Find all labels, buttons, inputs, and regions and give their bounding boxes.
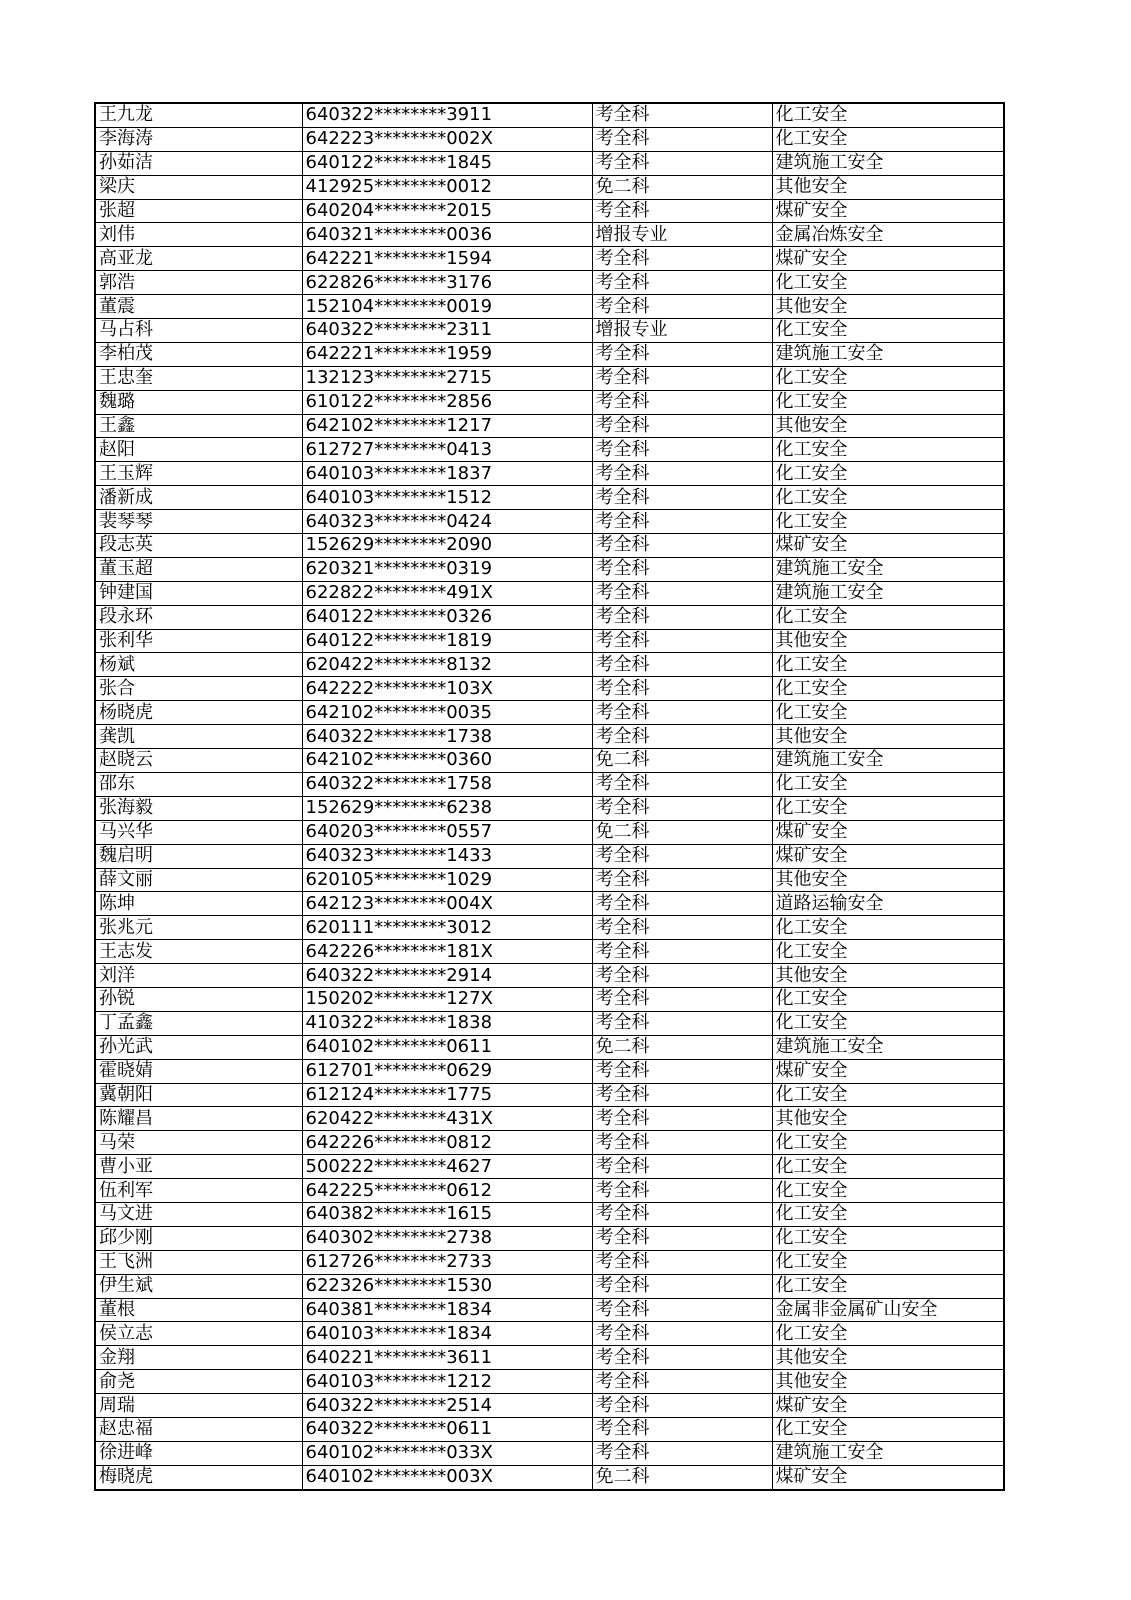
table-row [95, 1298, 1004, 1322]
exam-type-cell: 考全科 [592, 677, 772, 701]
safety-category-cell: 煤矿安全 [772, 1394, 1004, 1418]
id-number-cell: 642221********1959 [302, 342, 592, 366]
table-row [95, 486, 1004, 510]
candidate-name-cell: 刘洋 [95, 964, 302, 988]
exam-type-cell: 考全科 [592, 342, 772, 366]
table-row [95, 964, 1004, 988]
id-number-cell: 412925********0012 [302, 175, 592, 199]
candidate-name-cell: 钟建国 [95, 581, 302, 605]
table-row [95, 1131, 1004, 1155]
candidate-name-cell: 赵晓云 [95, 749, 302, 773]
table-row [95, 223, 1004, 247]
candidate-name-cell: 王九龙 [95, 103, 302, 127]
table-row [95, 1179, 1004, 1203]
exam-type-cell: 考全科 [592, 1346, 772, 1370]
candidate-name-cell: 曹小亚 [95, 1155, 302, 1179]
safety-category-cell: 建筑施工安全 [772, 581, 1004, 605]
safety-category-cell: 建筑施工安全 [772, 749, 1004, 773]
safety-category-cell: 化工安全 [772, 1250, 1004, 1274]
exam-type-cell: 考全科 [592, 1417, 772, 1441]
table-row [95, 1417, 1004, 1441]
candidate-name-cell: 张兆元 [95, 916, 302, 940]
candidate-name-cell: 孙光武 [95, 1035, 302, 1059]
id-number-cell: 642102********0360 [302, 749, 592, 773]
id-number-cell: 642223********002X [302, 127, 592, 151]
id-number-cell: 640322********1738 [302, 725, 592, 749]
candidate-name-cell: 赵忠福 [95, 1417, 302, 1441]
safety-category-cell: 其他安全 [772, 725, 1004, 749]
id-number-cell: 640322********0611 [302, 1417, 592, 1441]
candidate-name-cell: 邵东 [95, 772, 302, 796]
candidate-name-cell: 俞尧 [95, 1370, 302, 1394]
table-row [95, 772, 1004, 796]
id-number-cell: 152629********6238 [302, 796, 592, 820]
exam-type-cell: 考全科 [592, 1274, 772, 1298]
candidate-name-cell: 邱少刚 [95, 1226, 302, 1250]
table-row [95, 987, 1004, 1011]
id-number-cell: 640102********033X [302, 1441, 592, 1465]
candidate-name-cell: 丁孟鑫 [95, 1011, 302, 1035]
id-number-cell: 642123********004X [302, 892, 592, 916]
exam-type-cell: 考全科 [592, 271, 772, 295]
exam-type-cell: 免二科 [592, 175, 772, 199]
id-number-cell: 640323********1433 [302, 844, 592, 868]
safety-category-cell: 化工安全 [772, 127, 1004, 151]
exam-type-cell: 考全科 [592, 605, 772, 629]
candidate-name-cell: 伊生斌 [95, 1274, 302, 1298]
safety-category-cell: 化工安全 [772, 772, 1004, 796]
table-row [95, 271, 1004, 295]
exam-type-cell: 考全科 [592, 1298, 772, 1322]
exam-type-cell: 考全科 [592, 199, 772, 223]
safety-category-cell: 其他安全 [772, 964, 1004, 988]
table-row [95, 1202, 1004, 1226]
safety-category-cell: 其他安全 [772, 629, 1004, 653]
safety-category-cell: 其他安全 [772, 175, 1004, 199]
exam-type-cell: 考全科 [592, 151, 772, 175]
safety-category-cell: 建筑施工安全 [772, 1035, 1004, 1059]
candidate-name-cell: 李海涛 [95, 127, 302, 151]
candidate-name-cell: 赵阳 [95, 438, 302, 462]
exam-type-cell: 考全科 [592, 103, 772, 127]
id-number-cell: 152629********2090 [302, 534, 592, 558]
safety-category-cell: 化工安全 [772, 1202, 1004, 1226]
safety-category-cell: 煤矿安全 [772, 534, 1004, 558]
exam-type-cell: 考全科 [592, 414, 772, 438]
id-number-cell: 622826********3176 [302, 271, 592, 295]
exam-type-cell: 考全科 [592, 772, 772, 796]
id-number-cell: 642102********0035 [302, 701, 592, 725]
id-number-cell: 640122********0326 [302, 605, 592, 629]
id-number-cell: 612124********1775 [302, 1083, 592, 1107]
id-number-cell: 620422********8132 [302, 653, 592, 677]
safety-category-cell: 化工安全 [772, 940, 1004, 964]
table-row [95, 844, 1004, 868]
safety-category-cell: 其他安全 [772, 1107, 1004, 1131]
id-number-cell: 620105********1029 [302, 868, 592, 892]
exam-type-cell: 考全科 [592, 940, 772, 964]
exam-type-cell: 考全科 [592, 366, 772, 390]
table-row [95, 557, 1004, 581]
id-number-cell: 132123********2715 [302, 366, 592, 390]
table-row [95, 1274, 1004, 1298]
table-row [95, 151, 1004, 175]
candidate-name-cell: 潘新成 [95, 486, 302, 510]
table-row [95, 1250, 1004, 1274]
id-number-cell: 640322********2311 [302, 319, 592, 343]
safety-category-cell: 煤矿安全 [772, 1059, 1004, 1083]
id-number-cell: 642222********103X [302, 677, 592, 701]
candidate-name-cell: 陈耀昌 [95, 1107, 302, 1131]
table-row [95, 1226, 1004, 1250]
candidate-name-cell: 张海毅 [95, 796, 302, 820]
table-row [95, 199, 1004, 223]
table-row [95, 342, 1004, 366]
id-number-cell: 640322********1758 [302, 772, 592, 796]
candidate-name-cell: 霍晓婧 [95, 1059, 302, 1083]
candidate-name-cell: 金翔 [95, 1346, 302, 1370]
safety-category-cell: 化工安全 [772, 1131, 1004, 1155]
id-number-cell: 500222********4627 [302, 1155, 592, 1179]
table-row [95, 916, 1004, 940]
safety-category-cell: 化工安全 [772, 366, 1004, 390]
exam-type-cell: 考全科 [592, 1059, 772, 1083]
exam-type-cell: 考全科 [592, 701, 772, 725]
safety-category-cell: 其他安全 [772, 295, 1004, 319]
id-number-cell: 612727********0413 [302, 438, 592, 462]
exam-type-cell: 考全科 [592, 438, 772, 462]
table-row [95, 749, 1004, 773]
candidate-name-cell: 薛文丽 [95, 868, 302, 892]
exam-type-cell: 免二科 [592, 1035, 772, 1059]
table-row [95, 725, 1004, 749]
exam-type-cell: 考全科 [592, 534, 772, 558]
candidate-name-cell: 董震 [95, 295, 302, 319]
exam-type-cell: 免二科 [592, 749, 772, 773]
candidate-name-cell: 段永环 [95, 605, 302, 629]
candidate-name-cell: 伍利军 [95, 1179, 302, 1203]
table-row [95, 390, 1004, 414]
id-number-cell: 642226********0812 [302, 1131, 592, 1155]
table-row [95, 1083, 1004, 1107]
id-number-cell: 642221********1594 [302, 247, 592, 271]
id-number-cell: 622326********1530 [302, 1274, 592, 1298]
table-row [95, 1059, 1004, 1083]
safety-category-cell: 化工安全 [772, 103, 1004, 127]
candidate-name-cell: 徐进峰 [95, 1441, 302, 1465]
exam-type-cell: 考全科 [592, 1131, 772, 1155]
candidate-name-cell: 冀朝阳 [95, 1083, 302, 1107]
table-row [95, 796, 1004, 820]
id-number-cell: 640102********0611 [302, 1035, 592, 1059]
id-number-cell: 640302********2738 [302, 1226, 592, 1250]
safety-category-cell: 建筑施工安全 [772, 1441, 1004, 1465]
safety-category-cell: 化工安全 [772, 701, 1004, 725]
table-row [95, 1155, 1004, 1179]
safety-category-cell: 化工安全 [772, 1417, 1004, 1441]
candidate-name-cell: 张利华 [95, 629, 302, 653]
exam-type-cell: 考全科 [592, 1250, 772, 1274]
id-number-cell: 640122********1845 [302, 151, 592, 175]
candidate-name-cell: 马文进 [95, 1202, 302, 1226]
exam-type-cell: 考全科 [592, 653, 772, 677]
id-number-cell: 640322********2914 [302, 964, 592, 988]
safety-category-cell: 化工安全 [772, 1322, 1004, 1346]
safety-category-cell: 化工安全 [772, 510, 1004, 534]
table-row [95, 1441, 1004, 1465]
exam-type-cell: 增报专业 [592, 223, 772, 247]
candidate-name-cell: 董玉超 [95, 557, 302, 581]
safety-category-cell: 化工安全 [772, 653, 1004, 677]
exam-type-cell: 考全科 [592, 916, 772, 940]
safety-category-cell: 道路运输安全 [772, 892, 1004, 916]
table-row [95, 438, 1004, 462]
id-number-cell: 642225********0612 [302, 1179, 592, 1203]
candidate-name-cell: 魏璐 [95, 390, 302, 414]
id-number-cell: 640323********0424 [302, 510, 592, 534]
exam-type-cell: 免二科 [592, 820, 772, 844]
id-number-cell: 640321********0036 [302, 223, 592, 247]
candidate-name-cell: 王鑫 [95, 414, 302, 438]
exam-type-cell: 考全科 [592, 629, 772, 653]
exam-type-cell: 考全科 [592, 581, 772, 605]
id-number-cell: 640322********2514 [302, 1394, 592, 1418]
id-number-cell: 640221********3611 [302, 1346, 592, 1370]
safety-category-cell: 化工安全 [772, 438, 1004, 462]
table-row [95, 414, 1004, 438]
exam-type-cell: 考全科 [592, 1011, 772, 1035]
table-row [95, 1107, 1004, 1131]
id-number-cell: 150202********127X [302, 987, 592, 1011]
candidate-name-cell: 杨斌 [95, 653, 302, 677]
candidate-name-cell: 周瑞 [95, 1394, 302, 1418]
id-number-cell: 610122********2856 [302, 390, 592, 414]
safety-category-cell: 化工安全 [772, 319, 1004, 343]
id-number-cell: 640103********1212 [302, 1370, 592, 1394]
table-row [95, 677, 1004, 701]
id-number-cell: 640103********1512 [302, 486, 592, 510]
safety-category-cell: 化工安全 [772, 796, 1004, 820]
table-row [95, 1322, 1004, 1346]
table-row [95, 605, 1004, 629]
safety-category-cell: 建筑施工安全 [772, 557, 1004, 581]
exam-type-cell: 考全科 [592, 462, 772, 486]
safety-category-cell: 煤矿安全 [772, 1465, 1004, 1489]
table-row [95, 868, 1004, 892]
safety-category-cell: 化工安全 [772, 677, 1004, 701]
candidate-name-cell: 董根 [95, 1298, 302, 1322]
candidate-name-cell: 梁庆 [95, 175, 302, 199]
safety-category-cell: 煤矿安全 [772, 247, 1004, 271]
safety-category-cell: 其他安全 [772, 414, 1004, 438]
safety-category-cell: 煤矿安全 [772, 199, 1004, 223]
id-number-cell: 640381********1834 [302, 1298, 592, 1322]
id-number-cell: 612701********0629 [302, 1059, 592, 1083]
table-row [95, 295, 1004, 319]
table-row [95, 1346, 1004, 1370]
candidate-name-cell: 王志发 [95, 940, 302, 964]
id-number-cell: 640322********3911 [302, 103, 592, 127]
exam-type-cell: 考全科 [592, 295, 772, 319]
exam-type-cell: 考全科 [592, 844, 772, 868]
candidate-name-cell: 刘伟 [95, 223, 302, 247]
candidate-table-body [95, 103, 1004, 1490]
safety-category-cell: 化工安全 [772, 1179, 1004, 1203]
safety-category-cell: 建筑施工安全 [772, 342, 1004, 366]
safety-category-cell: 化工安全 [772, 271, 1004, 295]
exam-type-cell: 考全科 [592, 127, 772, 151]
candidate-name-cell: 龚凯 [95, 725, 302, 749]
safety-category-cell: 煤矿安全 [772, 820, 1004, 844]
table-row [95, 510, 1004, 534]
id-number-cell: 620422********431X [302, 1107, 592, 1131]
table-row [95, 1370, 1004, 1394]
id-number-cell: 620111********3012 [302, 916, 592, 940]
candidate-table [94, 102, 1005, 1491]
exam-type-cell: 考全科 [592, 1226, 772, 1250]
table-row [95, 940, 1004, 964]
candidate-name-cell: 孙茹洁 [95, 151, 302, 175]
safety-category-cell: 其他安全 [772, 868, 1004, 892]
id-number-cell: 640102********003X [302, 1465, 592, 1489]
candidate-name-cell: 张合 [95, 677, 302, 701]
candidate-name-cell: 杨晓虎 [95, 701, 302, 725]
table-row [95, 103, 1004, 127]
exam-type-cell: 考全科 [592, 987, 772, 1011]
candidate-name-cell: 马荣 [95, 1131, 302, 1155]
safety-category-cell: 化工安全 [772, 1155, 1004, 1179]
exam-type-cell: 增报专业 [592, 319, 772, 343]
id-number-cell: 640203********0557 [302, 820, 592, 844]
safety-category-cell: 煤矿安全 [772, 844, 1004, 868]
id-number-cell: 622822********491X [302, 581, 592, 605]
table-row [95, 1011, 1004, 1035]
candidate-name-cell: 郭浩 [95, 271, 302, 295]
id-number-cell: 642102********1217 [302, 414, 592, 438]
safety-category-cell: 金属冶炼安全 [772, 223, 1004, 247]
id-number-cell: 640103********1837 [302, 462, 592, 486]
safety-category-cell: 化工安全 [772, 390, 1004, 414]
exam-type-cell: 考全科 [592, 1107, 772, 1131]
table-row [95, 892, 1004, 916]
exam-type-cell: 免二科 [592, 1465, 772, 1489]
safety-category-cell: 化工安全 [772, 1274, 1004, 1298]
exam-type-cell: 考全科 [592, 1083, 772, 1107]
table-row [95, 127, 1004, 151]
safety-category-cell: 金属非金属矿山安全 [772, 1298, 1004, 1322]
safety-category-cell: 化工安全 [772, 486, 1004, 510]
id-number-cell: 640204********2015 [302, 199, 592, 223]
id-number-cell: 620321********0319 [302, 557, 592, 581]
candidate-name-cell: 裴琴琴 [95, 510, 302, 534]
candidate-name-cell: 王忠奎 [95, 366, 302, 390]
exam-type-cell: 考全科 [592, 510, 772, 534]
safety-category-cell: 化工安全 [772, 1011, 1004, 1035]
id-number-cell: 152104********0019 [302, 295, 592, 319]
exam-type-cell: 考全科 [592, 1155, 772, 1179]
safety-category-cell: 其他安全 [772, 1370, 1004, 1394]
safety-category-cell: 化工安全 [772, 987, 1004, 1011]
candidate-name-cell: 王玉辉 [95, 462, 302, 486]
exam-type-cell: 考全科 [592, 892, 772, 916]
exam-type-cell: 考全科 [592, 1370, 772, 1394]
table-row [95, 319, 1004, 343]
candidate-name-cell: 陈坤 [95, 892, 302, 916]
exam-type-cell: 考全科 [592, 964, 772, 988]
safety-category-cell: 化工安全 [772, 1226, 1004, 1250]
exam-type-cell: 考全科 [592, 1394, 772, 1418]
table-row [95, 629, 1004, 653]
id-number-cell: 642226********181X [302, 940, 592, 964]
exam-type-cell: 考全科 [592, 1202, 772, 1226]
candidate-name-cell: 马占科 [95, 319, 302, 343]
table-row [95, 175, 1004, 199]
safety-category-cell: 其他安全 [772, 1346, 1004, 1370]
id-number-cell: 640103********1834 [302, 1322, 592, 1346]
table-row [95, 701, 1004, 725]
exam-type-cell: 考全科 [592, 247, 772, 271]
exam-type-cell: 考全科 [592, 796, 772, 820]
table-row [95, 820, 1004, 844]
safety-category-cell: 化工安全 [772, 916, 1004, 940]
safety-category-cell: 化工安全 [772, 462, 1004, 486]
exam-type-cell: 考全科 [592, 1441, 772, 1465]
exam-type-cell: 考全科 [592, 557, 772, 581]
candidate-name-cell: 梅晓虎 [95, 1465, 302, 1489]
candidate-name-cell: 高亚龙 [95, 247, 302, 271]
safety-category-cell: 建筑施工安全 [772, 151, 1004, 175]
safety-category-cell: 化工安全 [772, 605, 1004, 629]
id-number-cell: 410322********1838 [302, 1011, 592, 1035]
table-row [95, 534, 1004, 558]
table-row [95, 653, 1004, 677]
table-row [95, 462, 1004, 486]
exam-type-cell: 考全科 [592, 1179, 772, 1203]
table-row [95, 247, 1004, 271]
table-row [95, 1394, 1004, 1418]
exam-type-cell: 考全科 [592, 868, 772, 892]
id-number-cell: 612726********2733 [302, 1250, 592, 1274]
table-row [95, 581, 1004, 605]
id-number-cell: 640382********1615 [302, 1202, 592, 1226]
exam-type-cell: 考全科 [592, 390, 772, 414]
candidate-name-cell: 孙锐 [95, 987, 302, 1011]
exam-type-cell: 考全科 [592, 1322, 772, 1346]
safety-category-cell: 化工安全 [772, 1083, 1004, 1107]
table-row [95, 366, 1004, 390]
exam-type-cell: 考全科 [592, 486, 772, 510]
candidate-name-cell: 魏启明 [95, 844, 302, 868]
candidate-name-cell: 李柏茂 [95, 342, 302, 366]
candidate-name-cell: 段志英 [95, 534, 302, 558]
candidate-name-cell: 侯立志 [95, 1322, 302, 1346]
candidate-name-cell: 张超 [95, 199, 302, 223]
id-number-cell: 640122********1819 [302, 629, 592, 653]
candidate-name-cell: 马兴华 [95, 820, 302, 844]
table-row [95, 1035, 1004, 1059]
exam-type-cell: 考全科 [592, 725, 772, 749]
table-row [95, 1465, 1004, 1489]
candidate-name-cell: 王飞洲 [95, 1250, 302, 1274]
